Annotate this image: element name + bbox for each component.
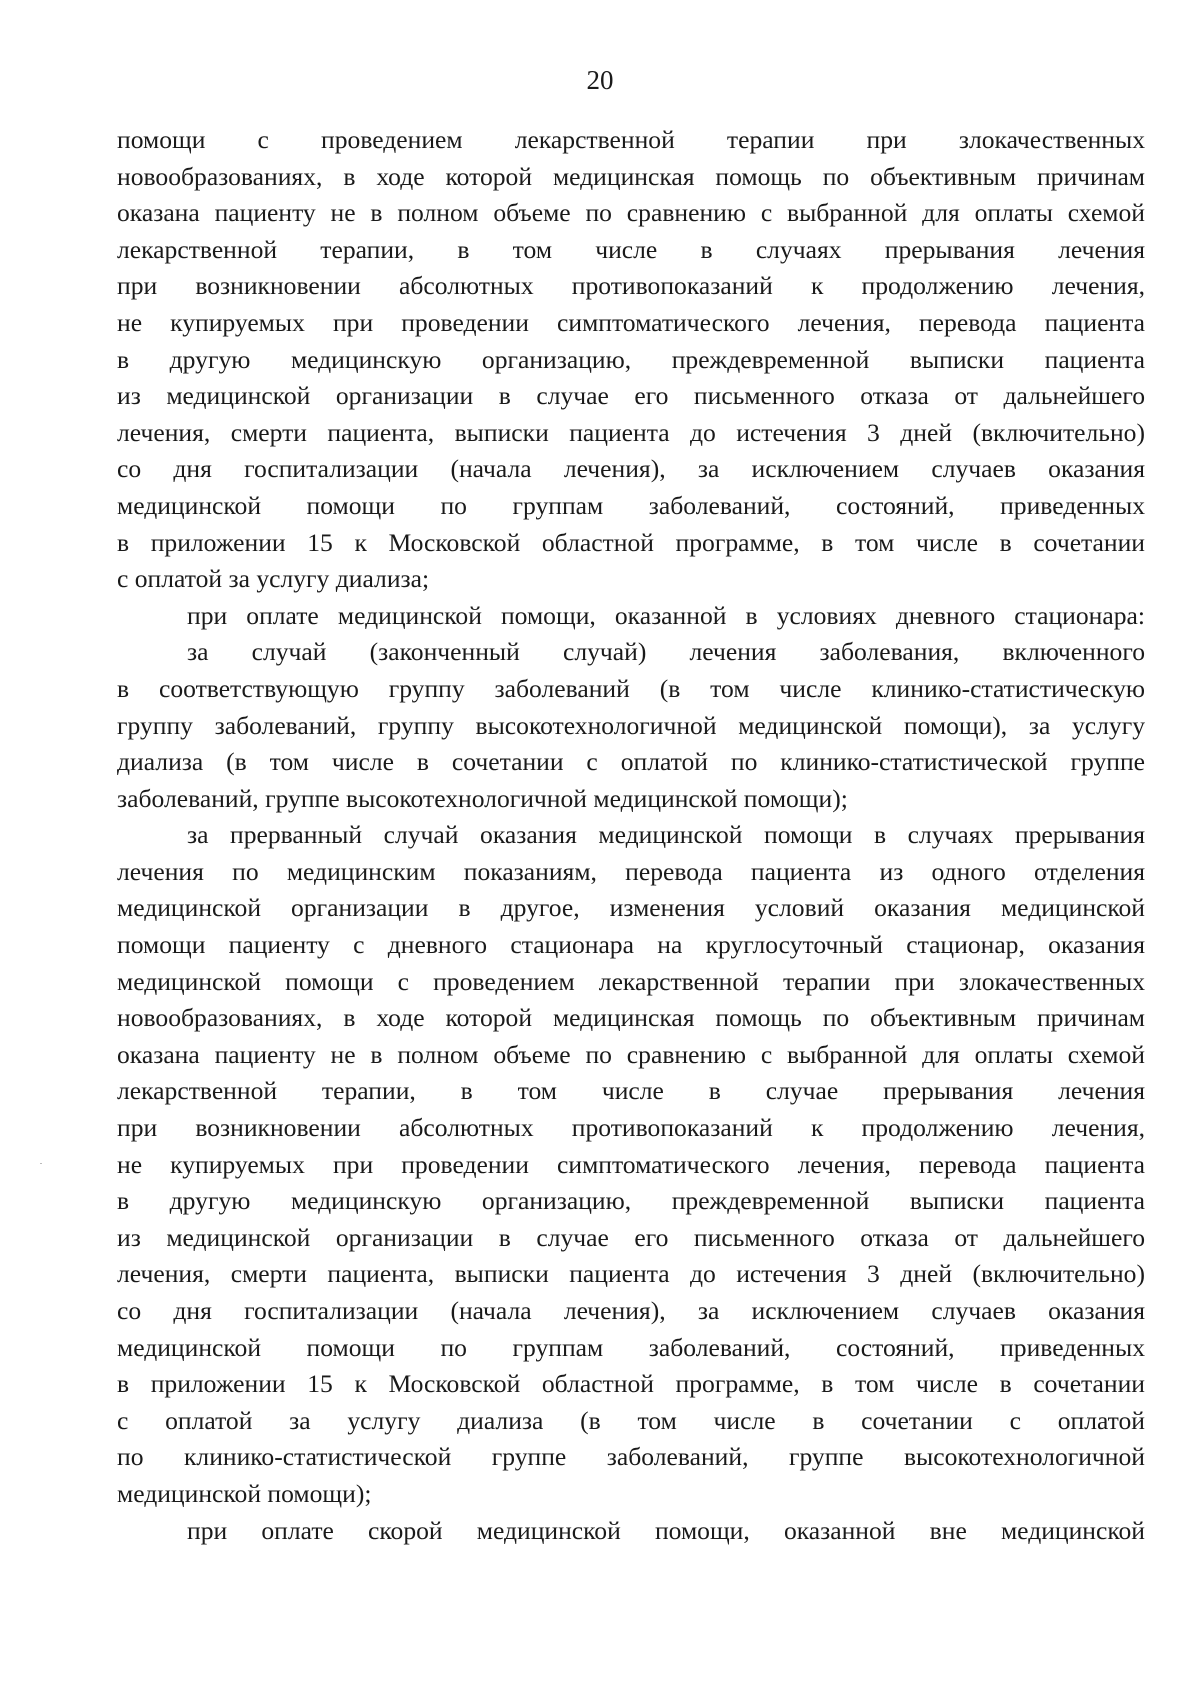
text-line: лечения, смерти пациента, выписки пациента до истечения 3 дней (включительно)	[117, 1259, 1145, 1289]
text-line: в приложении 15 к Московской областной программе, в том числе в сочетании	[117, 527, 1145, 557]
text-line: не купируемых при проведении симптоматического лечения, перевода пациента	[117, 307, 1145, 337]
text-line: оказана пациенту не в полном объеме по сравнению с выбранной для оплаты схемой	[117, 1039, 1145, 1069]
text-line: помощи с проведением лекарственной терапии при злокачественных	[117, 125, 1145, 154]
text-line: лекарственной терапии, в том числе в случае прерывания лечения	[117, 1076, 1145, 1106]
text-line: со дня госпитализации (начала лечения), за исключением случаев оказания	[117, 1296, 1145, 1325]
text-line: по клинико-статистической группе заболеваний, группе высокотехнологичной	[117, 1442, 1145, 1472]
text-line: лекарственной терапии, в том числе в случаях прерывания лечения	[117, 234, 1145, 264]
scan-margin-mark	[40, 1163, 42, 1164]
paragraph-start-line: за прерванный случай оказания медицинской помощи в случаях прерывания	[187, 820, 1145, 850]
text-line: помощи пациенту с дневного стационара на круглосуточный стационар, оказания	[117, 930, 1145, 960]
text-line: при возникновении абсолютных противопоказаний к продолжению лечения,	[117, 271, 1145, 301]
text-line: в другую медицинскую организацию, преждевременной выписки пациента	[117, 344, 1145, 374]
text-line: новообразованиях, в ходе которой медицинская помощь по объективным причинам	[117, 1003, 1145, 1033]
text-line: медицинской помощи);	[117, 1478, 372, 1508]
text-line: в приложении 15 к Московской областной программе, в том числе в сочетании	[117, 1369, 1145, 1399]
text-line: лечения по медицинским показаниям, перевода пациента из одного отделения	[117, 856, 1145, 886]
text-line: медицинской помощи по группам заболеваний, состояний, приведенных	[117, 490, 1145, 520]
text-line: заболеваний, группе высокотехнологичной медицинской помощи);	[117, 783, 848, 813]
text-line: не купируемых при проведении симптоматического лечения, перевода пациента	[117, 1149, 1145, 1179]
text-line: с оплатой за услугу диализа;	[117, 564, 430, 594]
text-line: оказана пациенту не в полном объеме по сравнению с выбранной для оплаты схемой	[117, 198, 1145, 228]
text-line: медицинской помощи по группам заболеваний, состояний, приведенных	[117, 1332, 1145, 1362]
paragraph-start-line: при оплате медицинской помощи, оказанной в условиях дневного стационара:	[187, 600, 1145, 630]
text-line: из медицинской организации в случае его письменного отказа от дальнейшего	[117, 1222, 1145, 1252]
text-line: с оплатой за услугу диализа (в том числе в сочетании с оплатой	[117, 1405, 1145, 1435]
text-line: медицинской помощи с проведением лекарственной терапии при злокачественных	[117, 966, 1145, 996]
text-line: группу заболеваний, группу высокотехнологичной медицинской помощи), за услугу	[117, 710, 1145, 740]
text-line: диализа (в том числе в сочетании с оплатой по клинико-статистической группе	[117, 747, 1145, 777]
paragraph-start-line: за случай (законченный случай) лечения заболевания, включенного	[187, 637, 1145, 667]
page-number: 20	[586, 65, 614, 95]
text-line: со дня госпитализации (начала лечения), за исключением случаев оказания	[117, 454, 1145, 484]
text-line: лечения, смерти пациента, выписки пациента до истечения 3 дней (включительно)	[117, 417, 1145, 447]
text-line: из медицинской организации в случае его письменного отказа от дальнейшего	[117, 381, 1145, 411]
text-line: в другую медицинскую организацию, преждевременной выписки пациента	[117, 1186, 1145, 1216]
text-line: при возникновении абсолютных противопоказаний к продолжению лечения,	[117, 1113, 1145, 1143]
paragraph-start-line: при оплате скорой медицинской помощи, оказанной вне медицинской	[187, 1515, 1145, 1545]
text-line: в соответствующую группу заболеваний (в том числе клинико-статистическую	[117, 673, 1145, 703]
text-line: новообразованиях, в ходе которой медицинская помощь по объективным причинам	[117, 161, 1145, 191]
text-line: медицинской организации в другое, изменения условий оказания медицинской	[117, 893, 1145, 923]
document-body	[117, 122, 1145, 1549]
